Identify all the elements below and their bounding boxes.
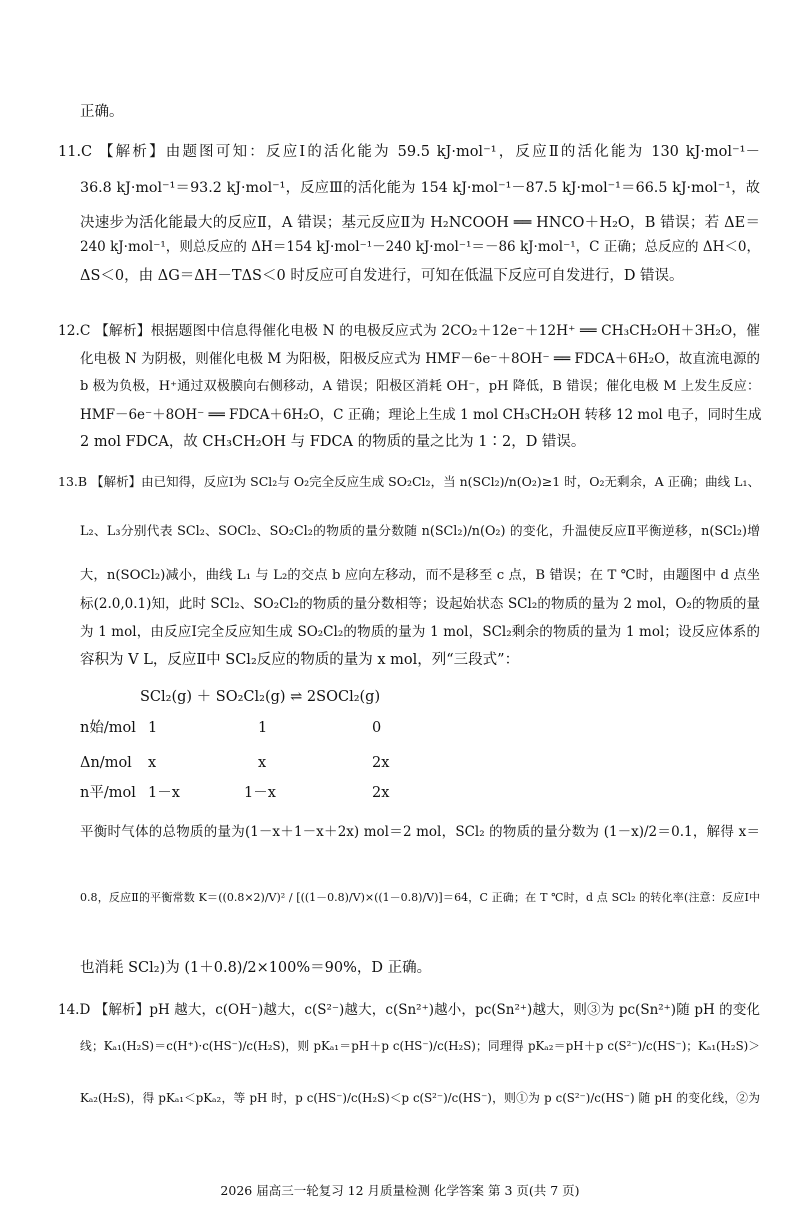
answer-13-line: 13.B 【解析】由已知得，反应Ⅰ为 SCl₂与 O₂完全反应生成 SO₂Cl₂，当 n(SCl₂)/n(O₂)≥1 时，O₂无剩余，A 正确；曲线 L₁、 [58, 474, 760, 489]
text-line: 240 kJ·mol⁻¹，则总反应的 ΔH＝154 kJ·mol⁻¹－240 kJ·mol⁻¹＝－86 kJ·mol⁻¹，C 正确；总反应的 ΔH＜0， [80, 239, 760, 255]
table-row-label: n平/mol [80, 785, 136, 801]
text-line: Kₐ₂(H₂S)，得 pKₐ₁＜pKₐ₂，等 pH 时，p c(HS⁻)/c(H₂S)＜p c(S²⁻)/c(HS⁻)，则①为 p c(S²⁻)/c(HS⁻) 随 pH 的变化线，②为 [80, 1091, 760, 1105]
table-cell: x [258, 755, 267, 771]
text-line: 也消耗 SCl₂)为 (1＋0.8)/2×100%＝90%，D 正确。 [80, 960, 432, 976]
table-cell: 1－x [148, 785, 180, 801]
text-line: 平衡时气体的总物质的量为(1－x＋1－x＋2x) mol＝2 mol，SCl₂ 的物质的量分数为 (1－x)/2＝0.1，解得 x＝ [80, 824, 760, 840]
text-line: 正确。 [80, 104, 124, 120]
text-line: 化电极 N 为阴极，则催化电极 M 为阳极，阳极反应式为 HMF－6e⁻＋8OH⁻ ══ FDCA＋6H₂O，故直流电源的 [80, 351, 760, 367]
text-line: 36.8 kJ·mol⁻¹＝93.2 kJ·mol⁻¹，反应Ⅲ的活化能为 154 kJ·mol⁻¹－87.5 kJ·mol⁻¹＝66.5 kJ·mol⁻¹，故 [80, 180, 760, 196]
text-line: ΔS＜0，由 ΔG＝ΔH－TΔS＜0 时反应可自发进行，可知在低温下反应可自发进行，D 错误。 [80, 268, 684, 284]
text-line: b 极为负极，H⁺通过双极膜向右侧移动，A 错误；阳极区消耗 OH⁻，pH 降低，B 错误；催化电极 M 上发生反应： [80, 379, 760, 394]
table-cell: 0 [372, 720, 382, 736]
text-line: 0.8，反应Ⅱ的平衡常数 K＝((0.8×2)/V)² / [((1－0.8)/V)×((1－0.8)/V)]＝64，C 正确；在 T ℃时，d 点 SCl₂ 的转化率(注意：反应Ⅰ中 [80, 891, 760, 904]
page-footer: 2026 届高三一轮复习 12 月质量检测 化学答案 第 3 页(共 7 页) [220, 1183, 580, 1198]
text-line: 线；Kₐ₁(H₂S)＝c(H⁺)·c(HS⁻)/c(H₂S)，则 pKₐ₁＝pH＋p c(HS⁻)/c(H₂S)；同理得 pKₐ₂＝pH＋p c(S²⁻)/c(HS⁻)；Kₐ₁(H₂S)＞ [80, 1039, 760, 1053]
text-line: 容积为 V L，反应Ⅱ中 SCl₂反应的物质的量为 x mol，列“三段式”： [80, 652, 520, 668]
table-cell: 1 [258, 720, 268, 736]
answer-11-line: 11.C 【解析】由题图可知：反应Ⅰ的活化能为 59.5 kJ·mol⁻¹，反应Ⅱ的活化能为 130 kJ·mol⁻¹－ [58, 144, 760, 160]
text-line: HMF－6e⁻＋8OH⁻ ══ FDCA＋6H₂O，C 正确；理论上生成 1 mol CH₃CH₂OH 转移 12 mol 电子，同时生成 [80, 407, 762, 423]
table-cell: 1 [148, 720, 158, 736]
table-row-label: n始/mol [80, 720, 136, 736]
table-cell: 2x [372, 785, 390, 801]
table-cell: x [148, 755, 157, 771]
table-cell: 1－x [244, 785, 276, 801]
text-line: 为 1 mol，由反应Ⅰ完全反应知生成 SO₂Cl₂的物质的量为 1 mol，SCl₂剩余的物质的量为 1 mol；设反应体系的 [80, 624, 760, 640]
table-row-label: Δn/mol [80, 755, 132, 771]
text-line: 2 mol FDCA，故 CH₃CH₂OH 与 FDCA 的物质的量之比为 1∶2，D 错误。 [80, 434, 586, 450]
table-cell: 2x [372, 755, 390, 771]
answer-14-line: 14.D 【解析】pH 越大，c(OH⁻)越大，c(S²⁻)越大，c(Sn²⁺)越小，pc(Sn²⁺)越大，则③为 pc(Sn²⁺)随 pH 的变化 [58, 1002, 760, 1018]
reaction-equation: SCl₂(g) ＋ SO₂Cl₂(g) ⇌ 2SOCl₂(g) [140, 689, 381, 705]
text-line: 大，n(SOCl₂)减小，曲线 L₁ 与 L₂的交点 b 应向左移动，而不是移至 c 点，B 错误；在 T ℃时，由题图中 d 点坐 [80, 568, 760, 583]
text-line: L₂、L₃分别代表 SCl₂、SOCl₂、SO₂Cl₂的物质的量分数随 n(SCl₂)/n(O₂) 的变化，升温使反应Ⅱ平衡逆移，n(SCl₂)增 [80, 524, 760, 539]
text-line: 决速步为活化能最大的反应Ⅱ，A 错误；基元反应Ⅱ为 H₂NCOOH ══ HNCO＋H₂O，B 错误；若 ΔE＝ [80, 215, 760, 231]
answer-12-line: 12.C 【解析】根据题图中信息得催化电极 N 的电极反应式为 2CO₂＋12e⁻＋12H⁺ ══ CH₃CH₂OH＋3H₂O，催 [58, 323, 760, 339]
text-line: 标(2.0,0.1)知，此时 SCl₂、SO₂Cl₂的物质的量分数相等；设起始状态 SCl₂的物质的量为 2 mol，O₂的物质的量 [80, 596, 760, 612]
